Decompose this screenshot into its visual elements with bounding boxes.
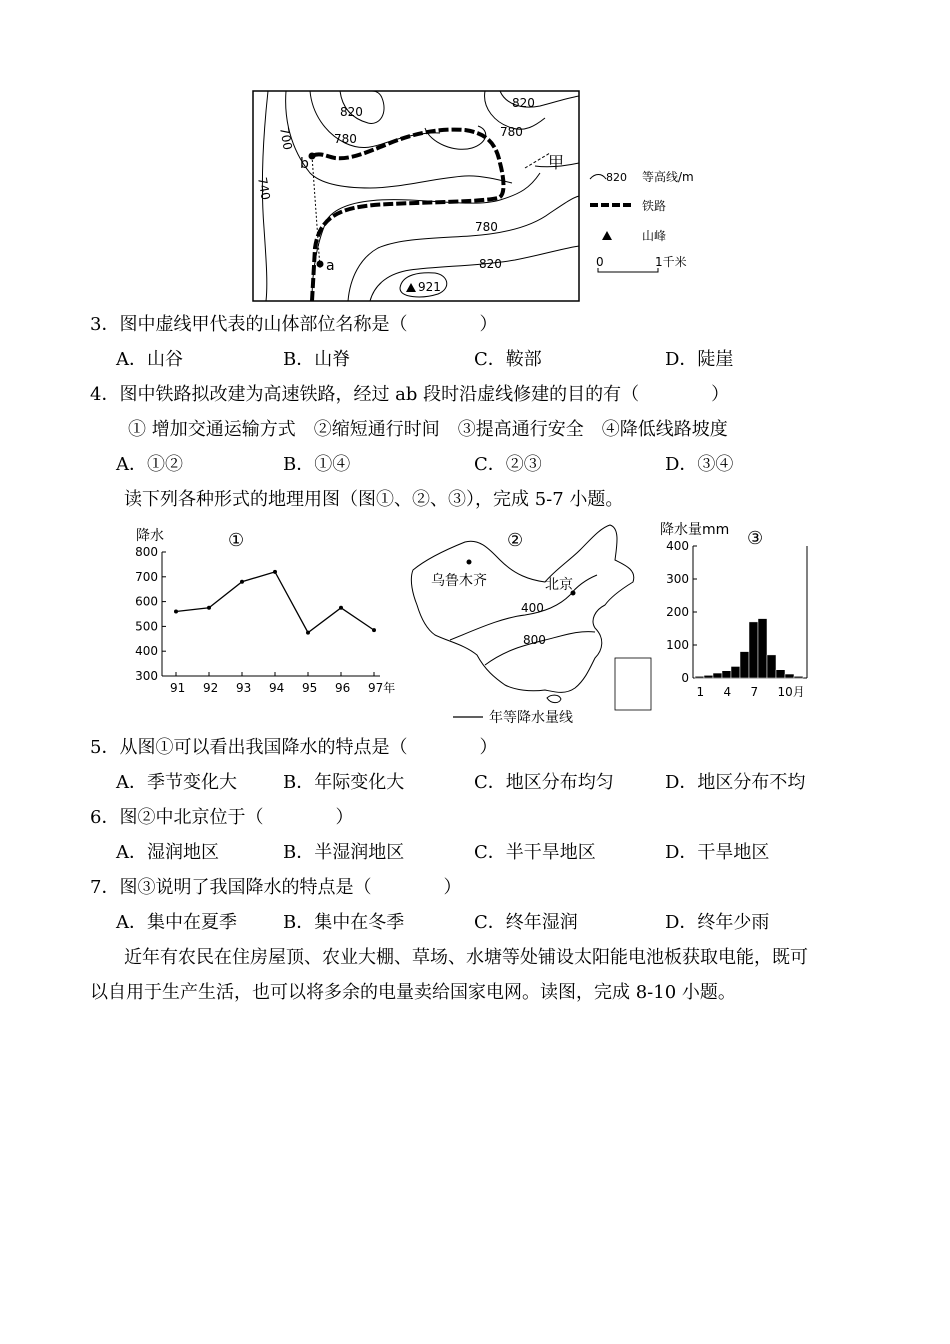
- fig3-xtick-label: 10月: [777, 685, 805, 699]
- q4-stem: 4．图中铁路拟改建为高速铁路，经过 ab 段时沿虚线修建的目的有（ ）: [90, 384, 730, 405]
- fig1-xtick-label: 93: [236, 681, 252, 695]
- fig3-xtick-label: 7: [750, 685, 759, 699]
- fig1-data-point: [174, 610, 178, 614]
- q4-option-c[interactable]: C．②③: [474, 454, 542, 475]
- fig3-bar: [704, 675, 713, 678]
- fig1-data-point: [372, 628, 376, 632]
- q7-option-d[interactable]: D．终年少雨: [665, 912, 770, 933]
- peak-legend-icon: [602, 231, 612, 240]
- jia-label: 甲: [548, 153, 565, 172]
- q7-option-a[interactable]: A．集中在夏季: [116, 912, 237, 933]
- contour-label: 780: [475, 220, 498, 234]
- fig2-legend-label: 年等降水量线: [489, 710, 573, 726]
- topo-map: [250, 88, 710, 306]
- fig1-ytick-label: 700: [135, 569, 158, 584]
- q4-option-b[interactable]: B．①④: [283, 454, 351, 475]
- fig1-data-point: [207, 606, 211, 610]
- fig1-data-point: [240, 580, 244, 584]
- fig2-china-map: [405, 520, 665, 730]
- fig3-ytick-label: 200: [666, 605, 689, 619]
- q6-option-d[interactable]: D．干旱地区: [665, 842, 770, 863]
- point-b-label: b: [300, 156, 309, 172]
- fig2-city-beijing: 北京: [545, 577, 573, 593]
- legend-peak-label: 山峰: [642, 229, 667, 243]
- fig2-isohyet-400: 400: [521, 601, 544, 615]
- fig1-data-point: [273, 570, 277, 574]
- fig3-bar-chart: [655, 518, 830, 708]
- fig2-city-urumqi: 乌鲁木齐: [431, 573, 487, 589]
- legend-contour-label: 等高线/m: [642, 170, 694, 184]
- fig3-bar: [731, 666, 740, 678]
- q3-stem: 3．图中虚线甲代表的山体部位名称是（ ）: [90, 314, 498, 335]
- fig3-bar: [695, 676, 704, 678]
- scale-bar: [598, 268, 658, 272]
- contour-label: 780: [334, 132, 357, 146]
- fig1-data-point: [339, 606, 343, 610]
- fig3-ytick-label: 300: [666, 572, 689, 586]
- fig1-xtick-label: 95: [302, 681, 318, 695]
- q3-option-d[interactable]: D．陡崖: [665, 349, 734, 370]
- fig1-xtick-label: 91: [170, 681, 186, 695]
- urumqi-dot: [467, 560, 472, 565]
- q6-option-c[interactable]: C．半干旱地区: [474, 842, 596, 863]
- fig1-ylabel: 降水: [136, 528, 164, 544]
- fig1-xtick-label: 94: [269, 681, 285, 695]
- fig1-data-point: [306, 631, 310, 635]
- q6-option-a[interactable]: A．湿润地区: [116, 842, 219, 863]
- south-sea-inset: [615, 658, 651, 710]
- fig1-xtick-label: 96: [335, 681, 351, 695]
- fig3-bar: [713, 673, 722, 678]
- q4-option-a[interactable]: A．①②: [116, 454, 183, 475]
- scale-label: 1千米: [655, 255, 687, 269]
- legend-rail-label: 铁路: [642, 199, 667, 213]
- fig3-xtick-label: 4: [723, 685, 732, 699]
- fig3-bar: [794, 676, 803, 678]
- fig1-ytick-label: 300: [135, 669, 158, 683]
- contour-label: 780: [500, 125, 523, 139]
- fig1-marker: ①: [228, 530, 245, 551]
- point-a-label: a: [326, 258, 335, 274]
- q4-choices: ① 增加交通运输方式 ②缩短通行时间 ③提高通行安全 ④降低线路坡度: [128, 419, 728, 440]
- fig3-bar: [722, 671, 731, 678]
- q5-option-a[interactable]: A．季节变化大: [116, 772, 237, 793]
- q3-option-a[interactable]: A．山谷: [116, 349, 183, 370]
- fig3-ylabel: 降水量mm: [660, 522, 730, 538]
- contour-legend-icon: [590, 175, 606, 180]
- q6-option-b[interactable]: B．半湿润地区: [283, 842, 405, 863]
- q7-stem: 7．图③说明了我国降水的特点是（ ）: [90, 877, 462, 898]
- scale-zero: 0: [596, 255, 604, 269]
- fig3-xtick-label: 1: [696, 685, 705, 699]
- fig3-marker: ③: [747, 528, 764, 549]
- peak-elevation: 921: [418, 280, 441, 294]
- q4-option-d[interactable]: D．③④: [665, 454, 734, 475]
- fig1-ytick-label: 800: [135, 545, 158, 559]
- fig1-ytick-label: 400: [135, 644, 158, 659]
- legend-contour-value: 820: [606, 171, 627, 184]
- fig3-bar: [785, 674, 794, 678]
- fig1-xtick-label: 97年: [368, 681, 396, 695]
- fig3-bar: [776, 670, 785, 678]
- fig3-bar: [749, 622, 758, 678]
- q5-stem: 5．从图①可以看出我国降水的特点是（ ）: [90, 737, 498, 758]
- intro-8-10-line2: 以自用于生产生活，也可以将多余的电量卖给国家电网。读图，完成 8-10 小题。: [90, 982, 736, 1003]
- contour-label: 820: [340, 105, 363, 119]
- fig1-ytick-label: 600: [135, 594, 158, 609]
- contour-label: 820: [479, 257, 502, 271]
- fig3-bar: [740, 652, 749, 678]
- q5-option-d[interactable]: D．地区分布不均: [665, 772, 806, 793]
- q6-stem: 6．图②中北京位于（ ）: [90, 807, 354, 828]
- contour-label: 700: [277, 126, 295, 152]
- fig1-xtick-label: 92: [203, 681, 219, 695]
- q7-option-c[interactable]: C．终年湿润: [474, 912, 578, 933]
- fig1-line-chart: [120, 520, 396, 700]
- contour-label: 820: [512, 96, 535, 110]
- q3-option-c[interactable]: C．鞍部: [474, 349, 542, 370]
- island-outline: [547, 695, 561, 703]
- fig2-isohyet-800: 800: [523, 633, 546, 647]
- q7-option-b[interactable]: B．集中在冬季: [283, 912, 405, 933]
- intro-5-7: 读下列各种形式的地理用图（图①、②、③），完成 5-7 小题。: [124, 489, 624, 510]
- intro-8-10-line1: 近年有农民在住房屋顶、农业大棚、草场、水塘等处铺设太阳能电池板获取电能，既可: [124, 947, 808, 968]
- fig3-ytick-label: 400: [666, 539, 689, 553]
- q5-option-b[interactable]: B．年际变化大: [283, 772, 405, 793]
- fig2-marker: ②: [507, 530, 524, 551]
- fig3-ytick-label: 0: [681, 671, 689, 685]
- q5-option-c[interactable]: C．地区分布均匀: [474, 772, 614, 793]
- fig3-ytick-label: 100: [666, 638, 689, 652]
- fig1-ytick-label: 500: [135, 619, 158, 634]
- fig3-bar: [767, 655, 776, 678]
- fig1-series-line: [176, 572, 374, 633]
- q3-option-b[interactable]: B．山脊: [283, 349, 351, 370]
- contour-label: 740: [255, 176, 273, 202]
- fig3-bar: [758, 619, 767, 678]
